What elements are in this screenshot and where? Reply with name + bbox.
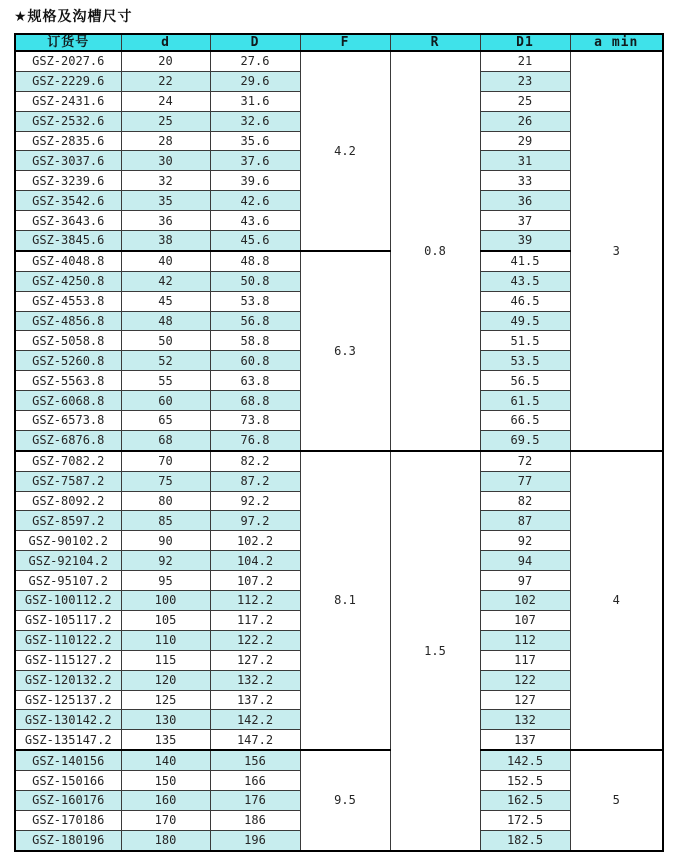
d-cell: 40 xyxy=(121,251,210,271)
d-cell: 80 xyxy=(121,491,210,511)
F-cell: 8.1 xyxy=(300,451,390,750)
D1-cell: 102 xyxy=(480,591,570,611)
header-row xyxy=(15,34,663,51)
D-cell: 102.2 xyxy=(210,531,300,551)
D-cell: 142.2 xyxy=(210,710,300,730)
col-header-2: D xyxy=(210,34,300,51)
d-cell: 90 xyxy=(121,531,210,551)
d-cell: 65 xyxy=(121,411,210,431)
d-cell: 68 xyxy=(121,430,210,450)
D-cell: 104.2 xyxy=(210,551,300,571)
d-cell: 45 xyxy=(121,291,210,311)
D1-cell: 112 xyxy=(480,630,570,650)
d-cell: 22 xyxy=(121,71,210,91)
order-no-cell: GSZ-160176 xyxy=(15,790,121,810)
D1-cell: 172.5 xyxy=(480,810,570,830)
D-cell: 63.8 xyxy=(210,371,300,391)
D-cell: 35.6 xyxy=(210,131,300,151)
d-cell: 170 xyxy=(121,810,210,830)
order-no-cell: GSZ-105117.2 xyxy=(15,610,121,630)
D1-cell: 46.5 xyxy=(480,291,570,311)
D-cell: 68.8 xyxy=(210,391,300,411)
d-cell: 52 xyxy=(121,351,210,371)
order-no-cell: GSZ-120132.2 xyxy=(15,670,121,690)
order-no-cell: GSZ-7082.2 xyxy=(15,451,121,471)
R-cell: 1.5 xyxy=(390,451,480,851)
a-min-cell: 3 xyxy=(570,51,663,451)
order-no-cell: GSZ-6068.8 xyxy=(15,391,121,411)
D1-cell: 37 xyxy=(480,211,570,231)
D-cell: 82.2 xyxy=(210,451,300,471)
D1-cell: 26 xyxy=(480,111,570,131)
d-cell: 24 xyxy=(121,91,210,111)
table-row xyxy=(15,750,663,770)
d-cell: 92 xyxy=(121,551,210,571)
d-cell: 125 xyxy=(121,690,210,710)
spec-table xyxy=(14,33,664,852)
D-cell: 97.2 xyxy=(210,511,300,531)
order-no-cell: GSZ-4250.8 xyxy=(15,271,121,291)
D-cell: 29.6 xyxy=(210,71,300,91)
D-cell: 147.2 xyxy=(210,730,300,750)
order-no-cell: GSZ-4856.8 xyxy=(15,311,121,331)
D-cell: 27.6 xyxy=(210,51,300,71)
order-no-cell: GSZ-3542.6 xyxy=(15,191,121,211)
order-no-cell: GSZ-6573.8 xyxy=(15,411,121,431)
D-cell: 48.8 xyxy=(210,251,300,271)
d-cell: 135 xyxy=(121,730,210,750)
col-header-3: F xyxy=(300,34,390,51)
d-cell: 110 xyxy=(121,630,210,650)
D-cell: 186 xyxy=(210,810,300,830)
D-cell: 196 xyxy=(210,830,300,850)
D-cell: 56.8 xyxy=(210,311,300,331)
a-min-cell: 5 xyxy=(570,750,663,850)
D-cell: 137.2 xyxy=(210,690,300,710)
D-cell: 37.6 xyxy=(210,151,300,171)
D-cell: 45.6 xyxy=(210,231,300,251)
D-cell: 127.2 xyxy=(210,650,300,670)
d-cell: 36 xyxy=(121,211,210,231)
d-cell: 160 xyxy=(121,790,210,810)
F-cell: 4.2 xyxy=(300,51,390,251)
order-no-cell: GSZ-90102.2 xyxy=(15,531,121,551)
order-no-cell: GSZ-2431.6 xyxy=(15,91,121,111)
D1-cell: 127 xyxy=(480,690,570,710)
D-cell: 31.6 xyxy=(210,91,300,111)
order-no-cell: GSZ-8597.2 xyxy=(15,511,121,531)
d-cell: 180 xyxy=(121,830,210,850)
d-cell: 60 xyxy=(121,391,210,411)
D1-cell: 87 xyxy=(480,511,570,531)
D1-cell: 77 xyxy=(480,471,570,491)
D-cell: 87.2 xyxy=(210,471,300,491)
D1-cell: 162.5 xyxy=(480,790,570,810)
R-cell: 0.8 xyxy=(390,51,480,451)
col-header-4: R xyxy=(390,34,480,51)
D1-cell: 23 xyxy=(480,71,570,91)
order-no-cell: GSZ-150166 xyxy=(15,771,121,791)
order-no-cell: GSZ-92104.2 xyxy=(15,551,121,571)
order-no-cell: GSZ-8092.2 xyxy=(15,491,121,511)
d-cell: 55 xyxy=(121,371,210,391)
d-cell: 20 xyxy=(121,51,210,71)
D-cell: 117.2 xyxy=(210,610,300,630)
order-no-cell: GSZ-170186 xyxy=(15,810,121,830)
D1-cell: 56.5 xyxy=(480,371,570,391)
order-no-cell: GSZ-115127.2 xyxy=(15,650,121,670)
d-cell: 25 xyxy=(121,111,210,131)
D1-cell: 31 xyxy=(480,151,570,171)
D-cell: 107.2 xyxy=(210,571,300,591)
order-no-cell: GSZ-2229.6 xyxy=(15,71,121,91)
col-header-6: a min xyxy=(570,34,663,51)
d-cell: 105 xyxy=(121,610,210,630)
D-cell: 73.8 xyxy=(210,411,300,431)
order-no-cell: GSZ-4553.8 xyxy=(15,291,121,311)
order-no-cell: GSZ-180196 xyxy=(15,830,121,850)
D1-cell: 182.5 xyxy=(480,830,570,850)
order-no-cell: GSZ-4048.8 xyxy=(15,251,121,271)
D-cell: 176 xyxy=(210,790,300,810)
D1-cell: 66.5 xyxy=(480,411,570,431)
D1-cell: 51.5 xyxy=(480,331,570,351)
D1-cell: 49.5 xyxy=(480,311,570,331)
order-no-cell: GSZ-110122.2 xyxy=(15,630,121,650)
order-no-cell: GSZ-3037.6 xyxy=(15,151,121,171)
D1-cell: 97 xyxy=(480,571,570,591)
d-cell: 70 xyxy=(121,451,210,471)
order-no-cell: GSZ-2835.6 xyxy=(15,131,121,151)
d-cell: 130 xyxy=(121,710,210,730)
order-no-cell: GSZ-3845.6 xyxy=(15,231,121,251)
d-cell: 38 xyxy=(121,231,210,251)
D-cell: 60.8 xyxy=(210,351,300,371)
D-cell: 132.2 xyxy=(210,670,300,690)
page-title: ★规格及沟槽尺寸 xyxy=(14,9,133,25)
D-cell: 112.2 xyxy=(210,591,300,611)
d-cell: 100 xyxy=(121,591,210,611)
D1-cell: 142.5 xyxy=(480,750,570,770)
D1-cell: 29 xyxy=(480,131,570,151)
D-cell: 156 xyxy=(210,750,300,770)
d-cell: 95 xyxy=(121,571,210,591)
D-cell: 42.6 xyxy=(210,191,300,211)
D1-cell: 25 xyxy=(480,91,570,111)
order-no-cell: GSZ-2532.6 xyxy=(15,111,121,131)
table-row xyxy=(15,51,663,71)
D1-cell: 82 xyxy=(480,491,570,511)
d-cell: 75 xyxy=(121,471,210,491)
table-row xyxy=(15,251,663,271)
d-cell: 35 xyxy=(121,191,210,211)
D1-cell: 72 xyxy=(480,451,570,471)
D1-cell: 33 xyxy=(480,171,570,191)
order-no-cell: GSZ-6876.8 xyxy=(15,430,121,450)
d-cell: 42 xyxy=(121,271,210,291)
order-no-cell: GSZ-7587.2 xyxy=(15,471,121,491)
D-cell: 122.2 xyxy=(210,630,300,650)
order-no-cell: GSZ-5260.8 xyxy=(15,351,121,371)
order-no-cell: GSZ-5058.8 xyxy=(15,331,121,351)
D-cell: 166 xyxy=(210,771,300,791)
order-no-cell: GSZ-100112.2 xyxy=(15,591,121,611)
order-no-cell: GSZ-5563.8 xyxy=(15,371,121,391)
D-cell: 58.8 xyxy=(210,331,300,351)
F-cell: 6.3 xyxy=(300,251,390,451)
D1-cell: 152.5 xyxy=(480,771,570,791)
D1-cell: 36 xyxy=(480,191,570,211)
D-cell: 39.6 xyxy=(210,171,300,191)
order-no-cell: GSZ-95107.2 xyxy=(15,571,121,591)
D1-cell: 92 xyxy=(480,531,570,551)
D-cell: 50.8 xyxy=(210,271,300,291)
d-cell: 28 xyxy=(121,131,210,151)
col-header-5: D1 xyxy=(480,34,570,51)
D1-cell: 41.5 xyxy=(480,251,570,271)
D-cell: 32.6 xyxy=(210,111,300,131)
table-body xyxy=(15,51,663,851)
D1-cell: 53.5 xyxy=(480,351,570,371)
D1-cell: 117 xyxy=(480,650,570,670)
col-header-1: d xyxy=(121,34,210,51)
d-cell: 115 xyxy=(121,650,210,670)
d-cell: 30 xyxy=(121,151,210,171)
order-no-cell: GSZ-2027.6 xyxy=(15,51,121,71)
D1-cell: 122 xyxy=(480,670,570,690)
D-cell: 76.8 xyxy=(210,430,300,450)
D-cell: 53.8 xyxy=(210,291,300,311)
D-cell: 92.2 xyxy=(210,491,300,511)
a-min-cell: 4 xyxy=(570,451,663,750)
order-no-cell: GSZ-3239.6 xyxy=(15,171,121,191)
D-cell: 43.6 xyxy=(210,211,300,231)
order-no-cell: GSZ-125137.2 xyxy=(15,690,121,710)
d-cell: 85 xyxy=(121,511,210,531)
order-no-cell: GSZ-140156 xyxy=(15,750,121,770)
order-no-cell: GSZ-135147.2 xyxy=(15,730,121,750)
D1-cell: 94 xyxy=(480,551,570,571)
d-cell: 140 xyxy=(121,750,210,770)
d-cell: 48 xyxy=(121,311,210,331)
D1-cell: 39 xyxy=(480,231,570,251)
order-no-cell: GSZ-3643.6 xyxy=(15,211,121,231)
D1-cell: 21 xyxy=(480,51,570,71)
D1-cell: 61.5 xyxy=(480,391,570,411)
D1-cell: 69.5 xyxy=(480,430,570,450)
d-cell: 32 xyxy=(121,171,210,191)
d-cell: 120 xyxy=(121,670,210,690)
D1-cell: 137 xyxy=(480,730,570,750)
D1-cell: 43.5 xyxy=(480,271,570,291)
D1-cell: 107 xyxy=(480,610,570,630)
d-cell: 50 xyxy=(121,331,210,351)
table-row xyxy=(15,451,663,471)
col-header-0: 订货号 xyxy=(15,34,121,51)
F-cell: 9.5 xyxy=(300,750,390,850)
d-cell: 150 xyxy=(121,771,210,791)
order-no-cell: GSZ-130142.2 xyxy=(15,710,121,730)
D1-cell: 132 xyxy=(480,710,570,730)
